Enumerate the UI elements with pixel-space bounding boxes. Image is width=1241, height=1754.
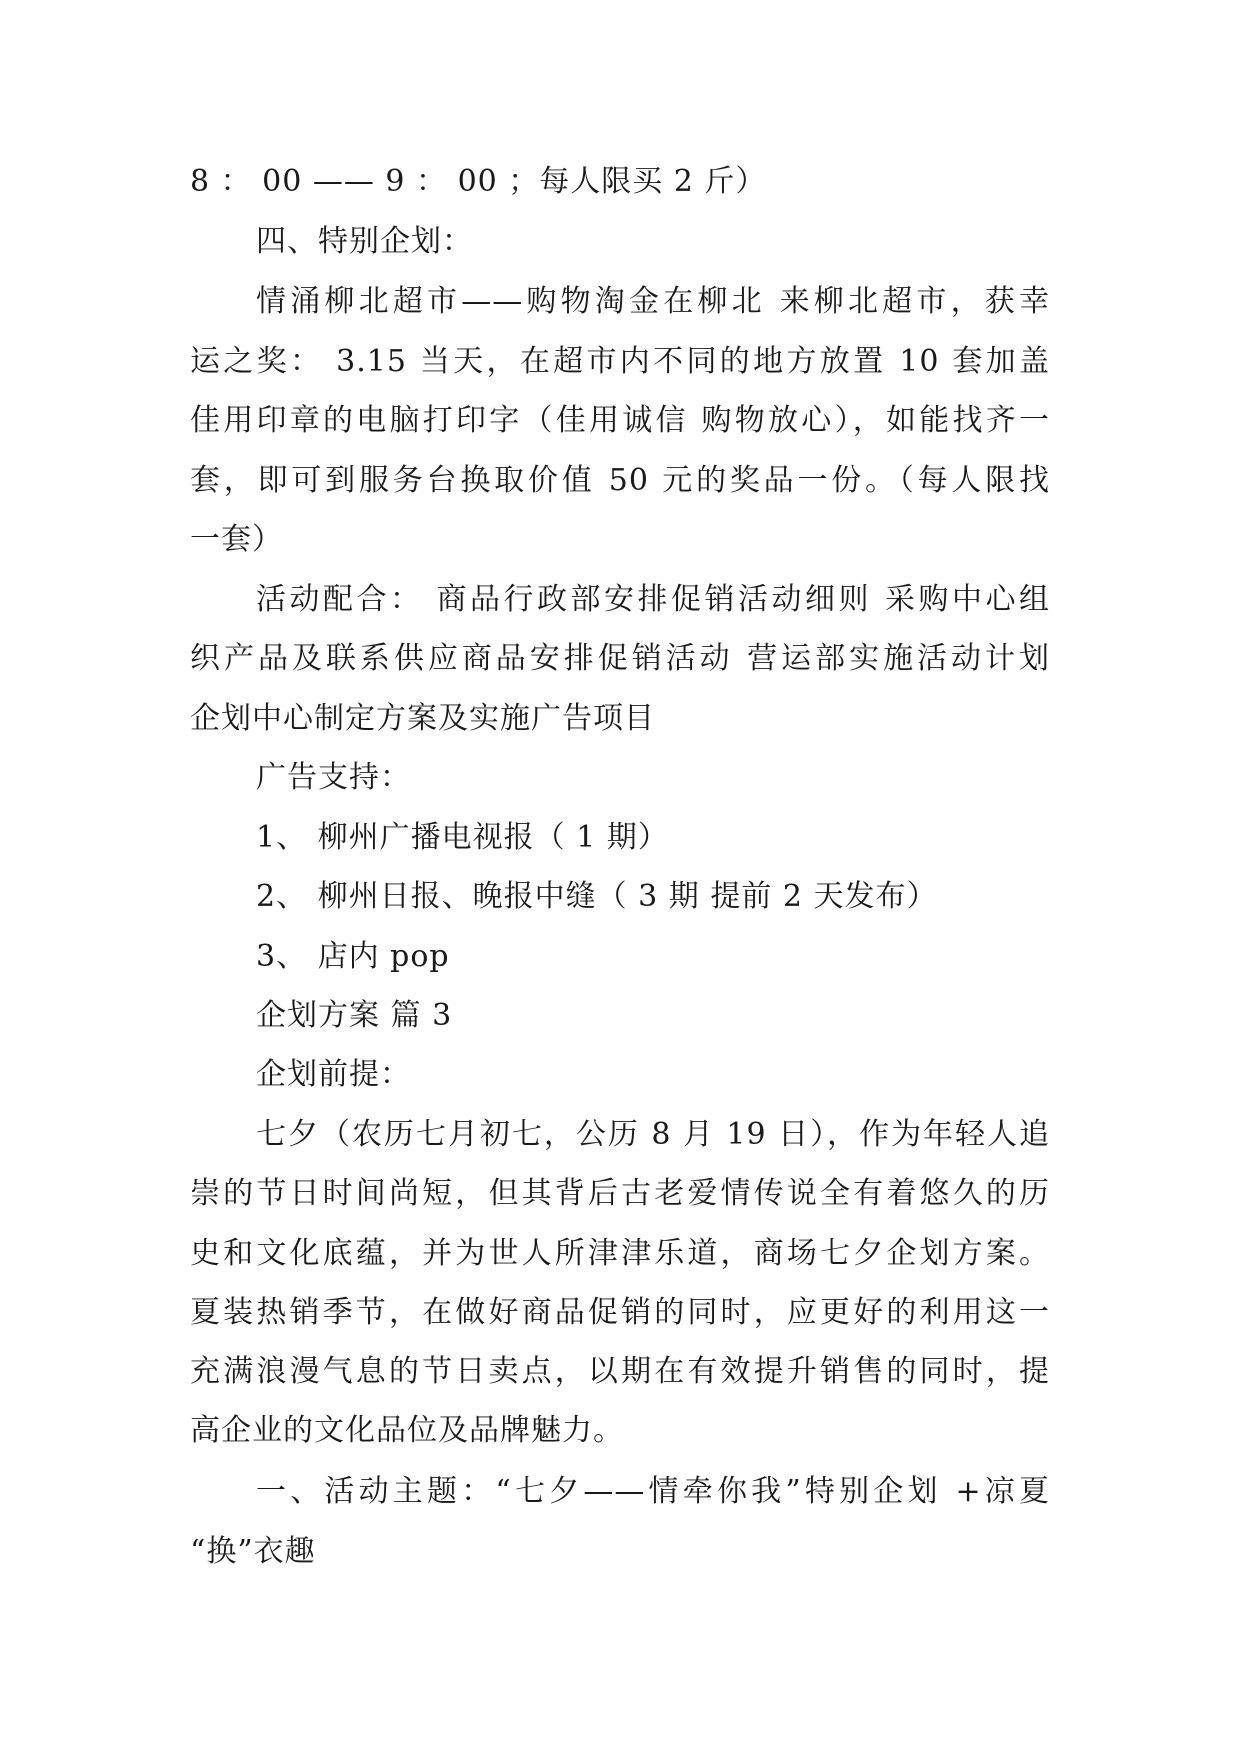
section-heading: 四、特别企划： bbox=[256, 224, 473, 259]
list-item: 1、 柳州广播电视报（ 1 期） bbox=[256, 820, 669, 855]
section-heading: 广告支持： bbox=[256, 760, 411, 795]
text-line: 一套） bbox=[190, 522, 283, 557]
text-line: 佳用印章的电脑打印字（佳用诚信 购物放心），如能找齐一 bbox=[190, 403, 1050, 438]
text-line: 8 ： 00 —— 9 ： 00 ；每人限买 2 斤） bbox=[190, 164, 767, 199]
text-line: 史和文化底蕴，并为世人所津津乐道，商场七夕企划方案。 bbox=[190, 1236, 1050, 1271]
text-line: 充满浪漫气息的节日卖点，以期在有效提升销售的同时，提 bbox=[190, 1354, 1050, 1389]
text-line: 高企业的文化品位及品牌魅力。 bbox=[190, 1413, 624, 1448]
text-line: 活动配合： 商品行政部安排促销活动细则 采购中心组 bbox=[256, 582, 1050, 617]
list-item: 3、 店内 pop bbox=[256, 939, 450, 974]
text-line: 织产品及联系供应商品安排促销活动 营运部实施活动计划 bbox=[190, 641, 1050, 676]
section-title: 企划方案 篇 3 bbox=[256, 998, 453, 1033]
text-line: 运之奖： 3.15 当天，在超市内不同的地方放置 10 套加盖 bbox=[190, 344, 1050, 379]
section-heading: 企划前提： bbox=[256, 1057, 411, 1092]
text-line: 崇的节日时间尚短，但其背后古老爱情传说全有着悠久的历 bbox=[190, 1176, 1050, 1211]
section-heading: 一、活动主题：“七夕——情牵你我”特别企划 +凉夏 bbox=[256, 1474, 1050, 1509]
text-line: “换”衣趣 bbox=[190, 1534, 316, 1569]
text-line: 套，即可到服务台换取价值 50 元的奖品一份。（每人限找 bbox=[190, 463, 1050, 498]
list-item: 2、 柳州日报、晚报中缝（ 3 期 提前 2 天发布） bbox=[256, 879, 938, 914]
text-line: 企划中心制定方案及实施广告项目 bbox=[190, 701, 655, 736]
text-line: 七夕（农历七月初七，公历 8 月 19 日），作为年轻人追 bbox=[256, 1117, 1050, 1152]
text-line: 夏装热销季节，在做好商品促销的同时，应更好的利用这一 bbox=[190, 1295, 1050, 1330]
text-line: 情涌柳北超市——购物淘金在柳北 来柳北超市，获幸 bbox=[256, 284, 1050, 319]
